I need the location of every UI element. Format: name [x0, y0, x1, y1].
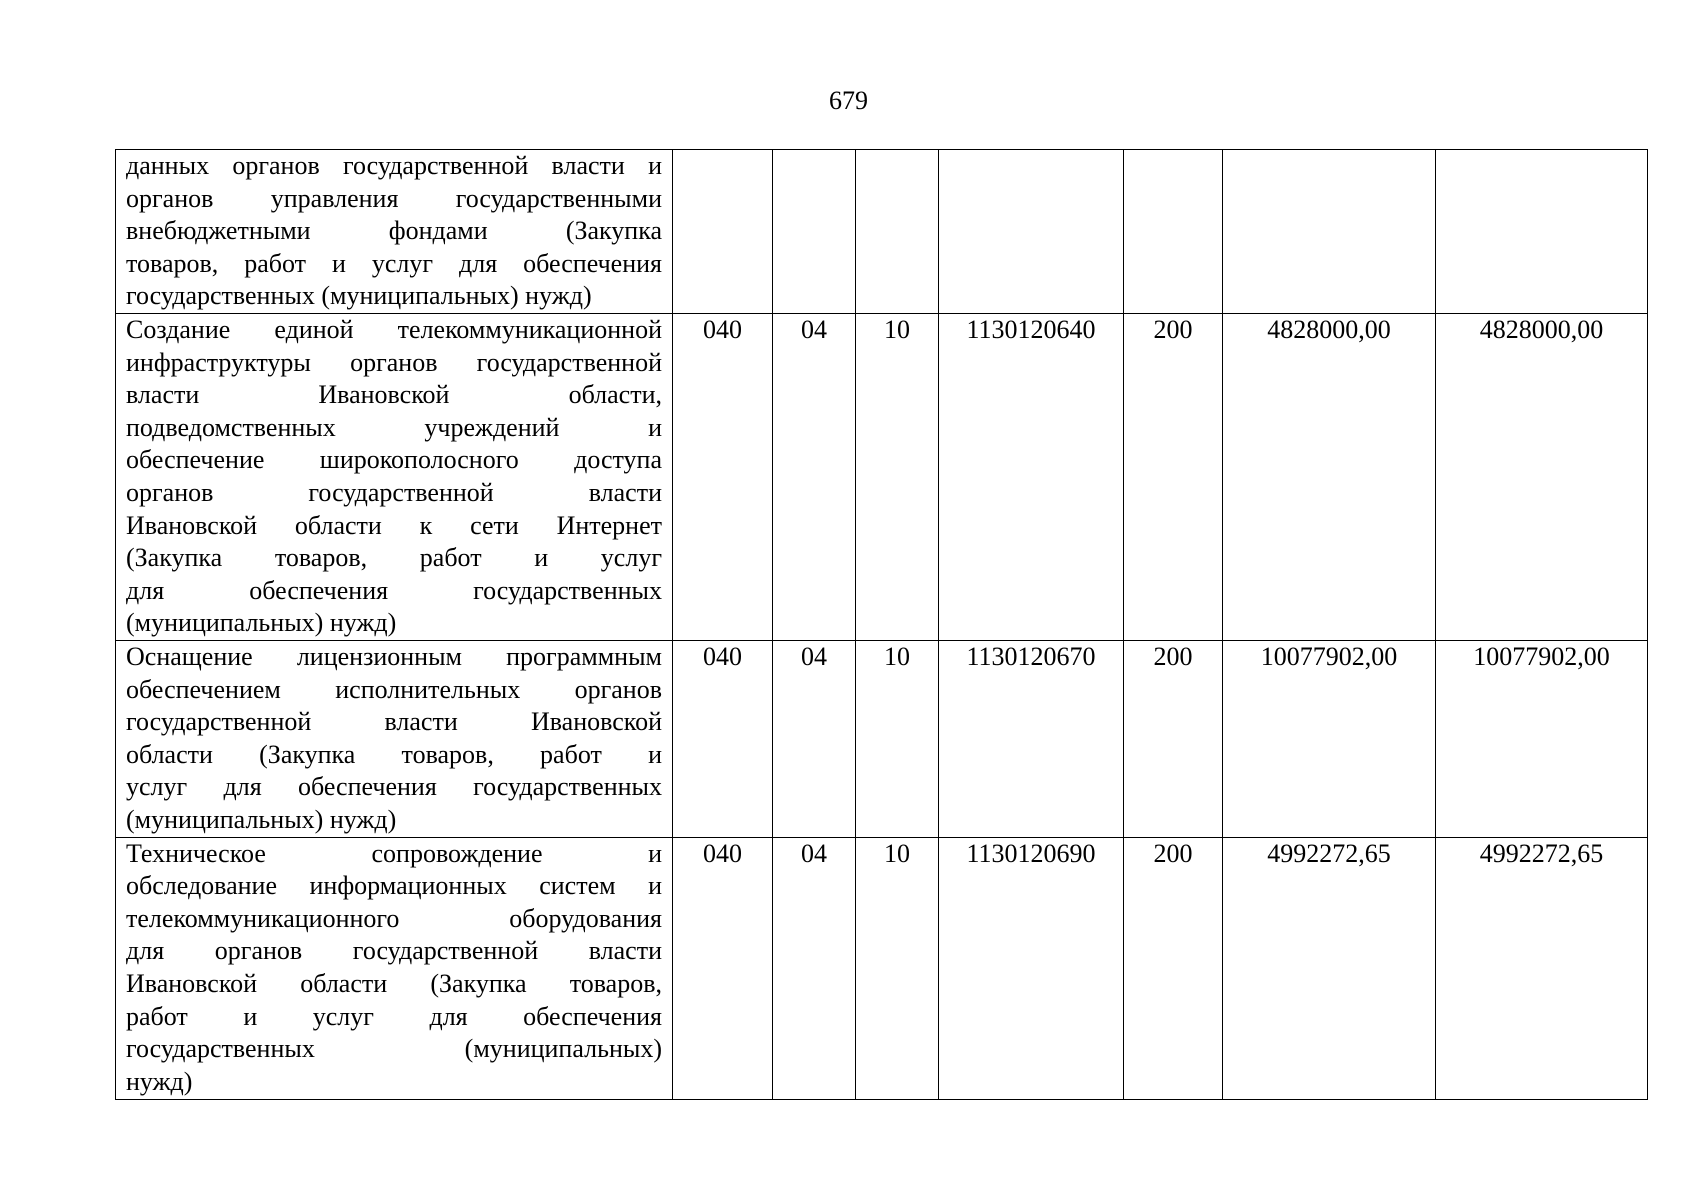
description-line: услуг для обеспечения государственных	[126, 772, 662, 802]
code-cell: 040	[673, 314, 773, 641]
description-line: власти Ивановской области,	[126, 380, 662, 410]
table-row	[116, 641, 1648, 838]
code-cell	[673, 150, 773, 314]
description-line: государственных (муниципальных) нужд)	[126, 281, 592, 311]
page-number: 679	[829, 86, 868, 115]
table-row	[116, 150, 1648, 314]
description-line: государственных (муниципальных)	[126, 1034, 662, 1064]
description-cell	[116, 641, 673, 838]
amount-cell	[1436, 150, 1648, 314]
description-line: Создание единой телекоммуникационной	[126, 315, 662, 344]
description-line: (муниципальных) нужд)	[126, 608, 397, 638]
description-line: обеспечением исполнительных органов	[126, 674, 662, 704]
subsection-cell: 10	[856, 641, 939, 838]
expense-type-cell: 200	[1124, 641, 1223, 838]
expense-type-cell: 200	[1124, 314, 1223, 641]
description-cell	[116, 150, 673, 314]
description-cell	[116, 314, 673, 641]
amount-cell: 10077902,00	[1436, 641, 1648, 838]
description-line: органов государственной власти	[126, 477, 662, 507]
code-cell: 040	[673, 837, 773, 1099]
description-line: области (Закупка товаров, работ и	[126, 739, 662, 769]
description-line: государственной власти Ивановской	[126, 707, 662, 737]
target-article-cell	[939, 150, 1124, 314]
description-line: данных органов государственной власти и	[126, 151, 662, 180]
expense-type-cell: 200	[1124, 837, 1223, 1099]
description-cell	[116, 837, 673, 1099]
amount-cell: 4992272,65	[1436, 837, 1648, 1099]
description-line: Оснащение лицензионным программным	[126, 642, 662, 671]
description-line: товаров, работ и услуг для обеспечения	[126, 248, 662, 278]
description-line: органов управления государственными	[126, 183, 662, 213]
subsection-cell	[856, 150, 939, 314]
amount-cell: 4992272,65	[1223, 837, 1436, 1099]
description-line: инфраструктуры органов государственной	[126, 347, 662, 377]
description-line: для органов государственной власти	[126, 936, 662, 966]
description-line: телекоммуникационного оборудования	[126, 903, 662, 933]
description-line: обеспечение широкополосного доступа	[126, 445, 662, 475]
table-row	[116, 314, 1648, 641]
target-article-cell: 1130120690	[939, 837, 1124, 1099]
budget-table	[115, 149, 1648, 1100]
section-cell: 04	[773, 314, 856, 641]
description-line: работ и услуг для обеспечения	[126, 1001, 662, 1031]
amount-cell	[1223, 150, 1436, 314]
description-line: Ивановской области к сети Интернет	[126, 510, 662, 540]
description-line: нужд)	[126, 1066, 193, 1096]
target-article-cell: 1130120640	[939, 314, 1124, 641]
code-cell: 040	[673, 641, 773, 838]
description-line: (Закупка товаров, работ и услуг	[126, 543, 662, 573]
table-row	[116, 837, 1648, 1099]
description-line: (муниципальных) нужд)	[126, 804, 397, 834]
description-line: внебюджетными фондами (Закупка	[126, 216, 662, 246]
description-line: подведомственных учреждений и	[126, 412, 662, 442]
section-cell: 04	[773, 837, 856, 1099]
description-line: обследование информационных систем и	[126, 871, 662, 901]
expense-type-cell	[1124, 150, 1223, 314]
target-article-cell: 1130120670	[939, 641, 1124, 838]
table-body	[116, 150, 1648, 1100]
subsection-cell: 10	[856, 837, 939, 1099]
subsection-cell: 10	[856, 314, 939, 641]
amount-cell: 4828000,00	[1223, 314, 1436, 641]
section-cell	[773, 150, 856, 314]
description-line: Техническое сопровождение и	[126, 838, 662, 868]
section-cell: 04	[773, 641, 856, 838]
description-line: для обеспечения государственных	[126, 575, 662, 605]
description-line: Ивановской области (Закупка товаров,	[126, 968, 662, 998]
amount-cell: 10077902,00	[1223, 641, 1436, 838]
amount-cell: 4828000,00	[1436, 314, 1648, 641]
